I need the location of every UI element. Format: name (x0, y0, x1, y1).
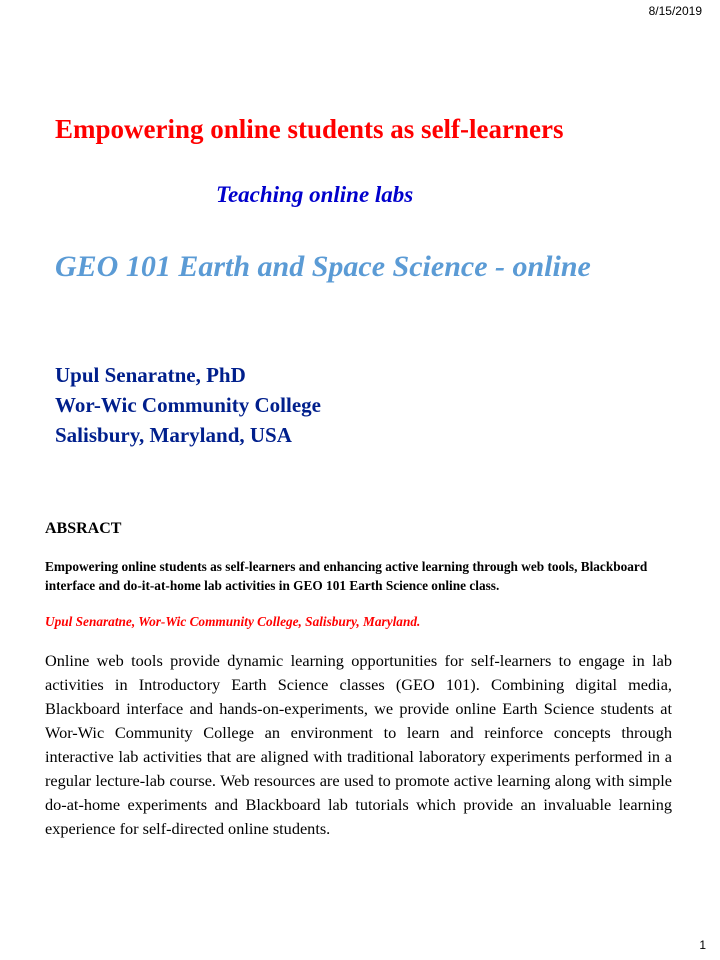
abstract-byline: Upul Senaratne, Wor-Wic Community College, Salisbury, Maryland. (45, 614, 421, 629)
author-location: Salisbury, Maryland, USA (55, 423, 292, 447)
course-title: GEO 101 Earth and Space Science - online (55, 250, 591, 283)
slide-date: 8/15/2019 (648, 4, 702, 18)
author-block (55, 360, 321, 450)
abstract-body: Online web tools provide dynamic learning opportunities for self-learners to engage in lab activities in Introductory Earth Science classes (GEO 101). Combining digital media, Blackboard interface and hands-on-experiments, we provide online Earth Science students at Wor-Wic Community College an environment to learn and reinforce concepts through interactive lab activities that are aligned with traditional laboratory experiments performed in a regular lecture-lab course. Web resources are used to promote active learning along with simple do-at-home experiments and Blackboard lab tutorials which provide an invaluable learning experience for self-directed online students. (45, 651, 672, 838)
presentation-title: Empowering online students as self-learners (55, 114, 564, 144)
author-institution: Wor-Wic Community College (55, 393, 321, 417)
author-name: Upul Senaratne, PhD (55, 363, 246, 387)
abstract-title: Empowering online students as self-learners and enhancing active learning through web tools, Blackboard interface and do-it-at-home lab activities in GEO 101 Earth Science online class. (45, 559, 648, 593)
page-number: 1 (699, 938, 706, 952)
presentation-subtitle: Teaching online labs (216, 182, 414, 207)
abstract-heading: ABSRACT (45, 520, 122, 537)
